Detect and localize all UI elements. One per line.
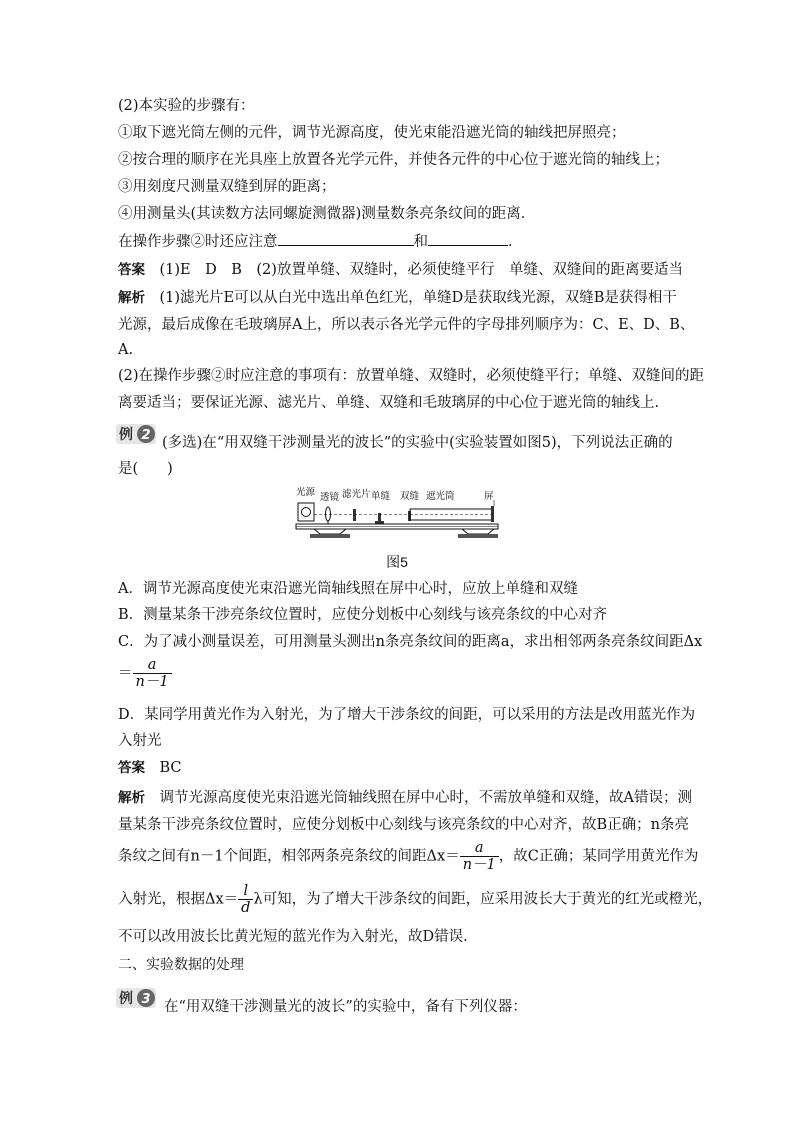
example-2-analysis-line-3 xyxy=(118,840,698,873)
option-a: A．调节光源高度使光束沿遮光筒轴线照在屏中心时，应放上单缝和双缝 xyxy=(118,581,578,597)
analysis-4-suffix: λ可知，为了增大干涉条纹的间距，应采用波长大于黄光的红光或橙光， xyxy=(253,891,713,908)
answer-text: (1)E D B (2)放置单缝、双缝时，必须使缝平行 单缝、双缝间的距离要适当 xyxy=(159,262,683,278)
analysis-3-prefix: 条纹之间有n－1个间距，相邻两条亮条纹的间距Δx＝ xyxy=(118,848,460,865)
analysis-4-numerator: l xyxy=(238,883,253,900)
example-3-badge-number: 3 xyxy=(141,992,151,1007)
option-c-denominator: n－1 xyxy=(135,674,169,690)
analysis-text-1: (1)滤光片E可以从白光中选出单色红光，单缝D是获取线光源，双缝B是获得相干 xyxy=(159,290,677,306)
analysis-line-1 xyxy=(118,288,677,308)
label-screen: 屏 xyxy=(484,491,494,502)
label-filter: 滤光片 xyxy=(342,489,371,500)
option-c-numerator: a xyxy=(133,657,172,674)
question-and: 和 xyxy=(413,234,428,250)
answer-line xyxy=(118,260,683,280)
figure-caption: 图5 xyxy=(386,554,408,570)
step-2: ②按合理的顺序在光具座上放置各光学元件，并使各元件的中心位于遮光筒的轴线上； xyxy=(118,152,669,168)
analysis-4-denominator: d xyxy=(241,900,251,916)
answer-label: 答案 xyxy=(118,262,145,278)
example-2-analysis-line-1 xyxy=(118,788,692,808)
question-end: ． xyxy=(508,234,523,250)
example-3-badge xyxy=(116,988,156,1008)
filter-icon xyxy=(353,509,356,521)
lens-icon xyxy=(326,507,331,521)
option-d-line-2: 入射光 xyxy=(118,733,162,749)
example-2-analysis-line-5: 不可以改用波长比黄光短的蓝光作为入射光，故D错误. xyxy=(118,929,468,945)
example-2-analysis-text-1: 调节光源高度使光束沿遮光筒轴线照在屏中心时，不需放单缝和双缝，故A错误；测 xyxy=(159,790,692,806)
option-c-equals: ＝ xyxy=(118,665,133,682)
example-2-answer-text: BC xyxy=(159,760,182,776)
option-c-line-1: C．为了减小测量误差，可用测量头测出n条亮条纹间的距离a，求出相邻两条亮条纹间距Δx xyxy=(118,634,703,650)
label-tube: 遮光筒 xyxy=(426,491,455,502)
label-single-slit: 单缝 xyxy=(371,491,391,502)
analysis-4-fraction xyxy=(238,883,253,916)
screen-icon xyxy=(491,506,494,522)
analysis-line-3: A. xyxy=(118,342,134,358)
option-c-fraction xyxy=(133,657,172,690)
example-2-question-2: 是( ) xyxy=(118,461,173,477)
example-2-badge xyxy=(116,424,156,444)
option-c-formula xyxy=(118,657,172,690)
bulb-icon xyxy=(302,508,311,517)
analysis-label: 解析 xyxy=(118,290,145,306)
example-2-badge-number: 2 xyxy=(141,428,151,443)
label-light-source: 光源 xyxy=(296,487,316,498)
label-lens: 透镜 xyxy=(320,492,340,503)
bench-foot-left xyxy=(314,529,346,534)
analysis-3-numerator: a xyxy=(460,840,499,857)
label-double-slit: 双缝 xyxy=(400,491,420,502)
option-b: B．测量某条干涉亮条纹位置时，应使分划板中心刻线与该亮条纹的中心对齐 xyxy=(118,607,608,623)
light-source-box xyxy=(298,503,314,521)
step-1: ①取下遮光筒左侧的元件，调节光源高度，使光束能沿遮光筒的轴线把屏照亮； xyxy=(118,125,626,141)
example-2-analysis-line-2: 量某条干涉亮条纹位置时，应使分划板中心刻线与该亮条纹的中心对齐，故B正确；n条亮 xyxy=(118,817,689,833)
step-4: ④用测量头(其读数方法同螺旋测微器)测量数条亮条纹间的距离． xyxy=(118,206,536,222)
step-3: ③用刻度尺测量双缝到屏的距离； xyxy=(118,179,336,195)
answer-blank-1 xyxy=(278,231,414,246)
steps-title: (2)本实验的步骤有： xyxy=(118,98,255,114)
example-3-badge-label: 例 xyxy=(119,991,133,1007)
analysis-line-2: 光源，最后成像在毛玻璃屏A上，所以表示各光学元件的字母排列顺序为：C、E、D、B、 xyxy=(118,317,695,333)
analysis-3-denominator: n－1 xyxy=(462,857,496,873)
question-line xyxy=(118,231,523,252)
option-d-line-1: D．某同学用黄光作为入射光，为了增大干涉条纹的间距，可以采用的方法是改用蓝光作为 xyxy=(118,707,696,723)
analysis-line-5: 离要适当；要保证光源、滤光片、单缝、双缝和毛玻璃屏的中心位于遮光筒的轴线上. xyxy=(118,395,660,411)
example-3-question-1: 在“用双缝干涉测量光的波长”的实验中，备有下列仪器： xyxy=(164,999,527,1015)
answer-blank-2 xyxy=(428,231,508,246)
example-2-analysis-line-4 xyxy=(118,883,712,916)
analysis-4-prefix: 入射光，根据Δx＝ xyxy=(118,891,239,908)
question-prefix: 在操作步骤②时还应注意 xyxy=(118,234,278,250)
example-2-badge-label: 例 xyxy=(119,427,133,443)
analysis-line-4: (2)在操作步骤②时应注意的事项有：放置单缝、双缝时，必须使缝平行；单缝、双缝间的距 xyxy=(118,368,705,384)
example-2-answer-label: 答案 xyxy=(118,760,145,776)
bench-foot-right xyxy=(462,529,494,534)
example-2-question-1: (多选)在“用双缝干涉测量光的波长”的实验中(实验装置如图5)，下列说法正确的 xyxy=(162,435,673,451)
example-2-answer-line xyxy=(118,758,182,778)
section-2-title: 二、实验数据的处理 xyxy=(118,957,244,973)
analysis-3-fraction xyxy=(460,840,499,873)
example-2-analysis-label: 解析 xyxy=(118,790,145,806)
analysis-3-suffix: ，故C正确；某同学用黄光作为 xyxy=(498,848,699,865)
apparatus-figure xyxy=(290,483,506,543)
